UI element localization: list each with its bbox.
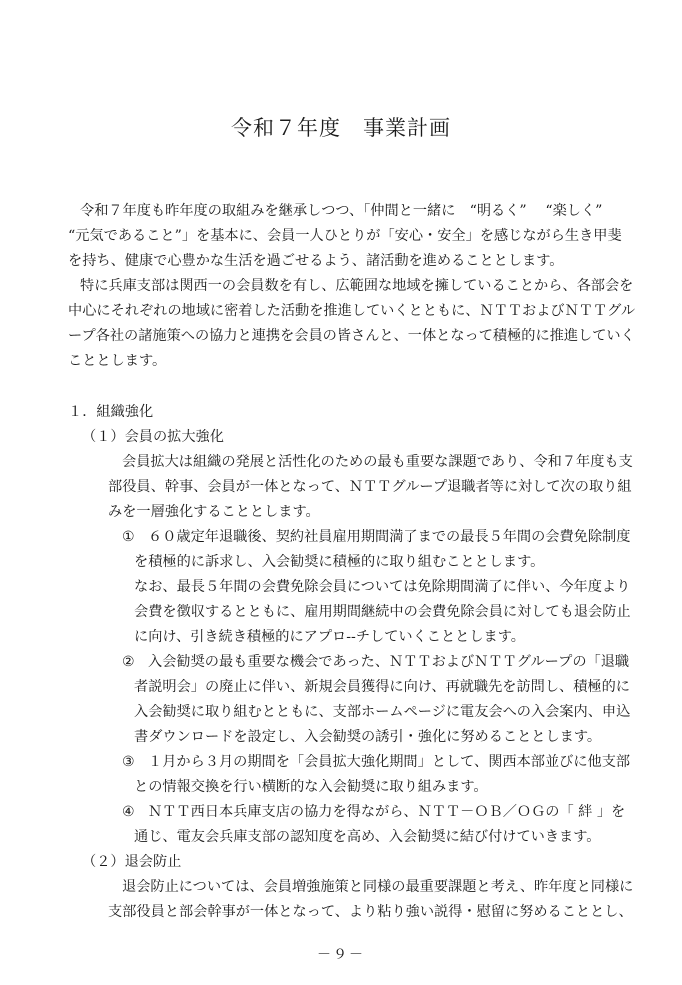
subsection-heading: （１）会員の拡大強化 xyxy=(82,429,224,445)
intro-line: 特に兵庫支部は関西一の会員数を有し、広範囲な地域を擁していることから、各部会を xyxy=(80,278,634,294)
list-item-line: ＮＴＴ西日本兵庫支店の協力を得ながら、ＮＴＴ－ＯＢ／ＯＧの「 絆 」を xyxy=(148,804,626,820)
list-item-line: に向け、引き続き積極的にアプロ--チしていくこととします。 xyxy=(134,629,525,645)
intro-line: 令和７年度も昨年度の取組みを継承しつつ、「仲間と一緒に “明るく” “楽しく” xyxy=(80,203,603,219)
list-item-line: 会費を徴収するとともに、雇用期間継続中の会費免除会員に対しても退会防止 xyxy=(134,604,631,620)
page-number: －９－ xyxy=(317,947,365,963)
list-item-line: 通じ、電友会兵庫支部の認知度を高め、入会勧奨に結び付けていきます。 xyxy=(134,829,601,845)
intro-line: ープ各社の諸施策への協力と連携を会員の皆さんと、一体となって積極的に推進していく xyxy=(68,328,635,344)
list-marker: ③ xyxy=(122,754,135,770)
list-item-line: との情報交換を行い横断的な入会勧奨に取り組みます。 xyxy=(134,779,488,795)
section-heading: １．組織強化 xyxy=(68,404,154,420)
body-line: みを一層強化することとします。 xyxy=(108,504,320,520)
list-item-line: なお、最長５年間の会費免除会員については免除期間満了に伴い、今年度より xyxy=(134,579,631,595)
body-line: 退会防止については、会員増強施策と同様の最重要課題と考え、昨年度と同様に xyxy=(122,879,634,895)
intro-line: “元気であること”」を基本に、会員一人ひとりが「安心・安全」を感じながら生き甲斐 xyxy=(68,228,622,244)
body-line: 会員拡大は組織の発展と活性化のための最も重要な課題であり、令和７年度も支 xyxy=(122,454,633,470)
list-item-line: １月から３月の期間を「会員拡大強化期間」として、関西本部並びに他支部 xyxy=(148,754,631,770)
list-item-line: を積極的に訴求し、入会勧奨に積極的に取り組むこととします。 xyxy=(134,554,545,570)
list-item-line: 入会勧奨の最も重要な機会であった、ＮＴＴおよびＮＴＴグループの「退職 xyxy=(148,654,630,670)
intro-line: 中心にそれぞれの地域に密着した活動を推進していくとともに、ＮＴＴおよびＮＴＴグル xyxy=(68,303,636,319)
page-title: 令和７年度 事業計画 xyxy=(231,116,451,140)
list-marker: ④ xyxy=(122,804,135,820)
subsection-heading: （２）退会防止 xyxy=(82,854,182,870)
list-marker: ① xyxy=(122,529,135,545)
intro-line: を持ち、健康で心豊かな生活を過ごせるよう、諸活動を進めることとします。 xyxy=(68,253,564,269)
list-item-line: 書ダウンロードを設定し、入会勧奨の誘引・強化に努めることとします。 xyxy=(134,729,602,745)
body-line: 部役員、幹事、会員が一体となって、ＮＴＴグループ退職者等に対して次の取り組 xyxy=(108,479,632,495)
intro-line: こととします。 xyxy=(68,353,167,369)
list-marker: ② xyxy=(122,654,135,670)
body-line: 支部役員と部会幹事が一体となって、より粘り強い説得・慰留に努めることとし、 xyxy=(108,904,633,920)
list-item-line: 者説明会」の廃止に伴い、新規会員獲得に向け、再就職先を訪問し、積極的に xyxy=(134,679,630,695)
list-item-line: ６０歳定年退職後、契約社員雇用期間満了までの最長５年間の会費免除制度 xyxy=(148,529,631,545)
list-item-line: 入会勧奨に取り組むとともに、支部ホームページに電友会への入会案内、申込 xyxy=(134,704,631,720)
